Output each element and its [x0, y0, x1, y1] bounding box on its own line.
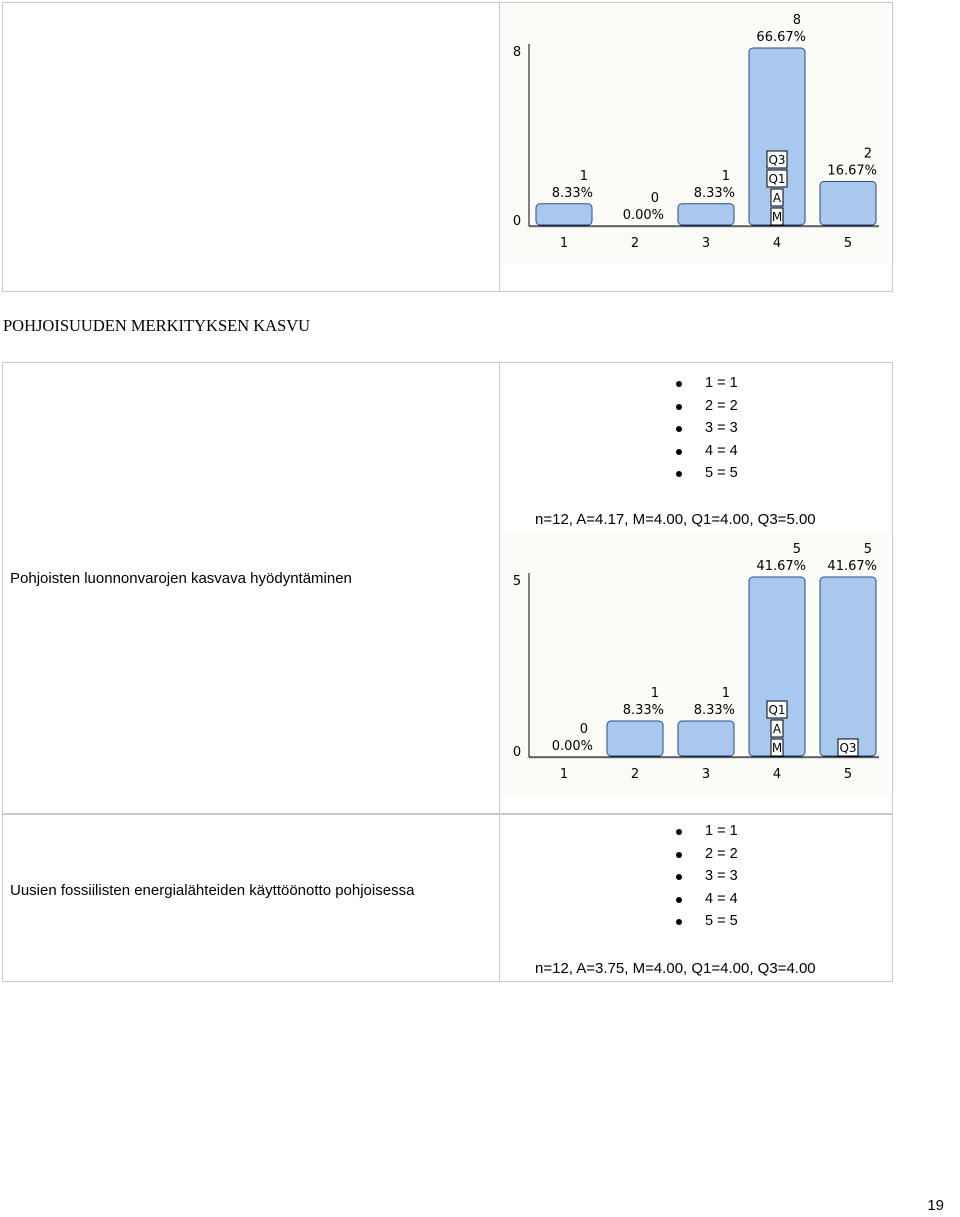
- scale-item: 1 = 1: [676, 372, 738, 395]
- stat-marker-label: Q3: [839, 741, 857, 755]
- scale-item: 3 = 3: [676, 417, 738, 440]
- answer-cell: [499, 363, 892, 813]
- scale-item: 4 = 4: [676, 440, 738, 463]
- scale-item: 3 = 3: [676, 865, 738, 888]
- stat-marker-label: M: [771, 210, 783, 224]
- answer-cell: [499, 815, 892, 981]
- scale-item: 1 = 1: [676, 820, 738, 843]
- x-tick-label: 4: [772, 767, 782, 782]
- chart-svg: [501, 533, 889, 795]
- bar-percent-label: 41.67%: [756, 559, 806, 574]
- bar-percent-label: 8.33%: [551, 185, 593, 201]
- question-label: Uusien fossiilisten energialähteiden käyttöönotto pohjoisessa: [10, 882, 415, 899]
- bar-chart-1: [501, 4, 889, 264]
- bar-chart-2: [501, 533, 889, 795]
- bar: [607, 721, 663, 756]
- bar-count-label: 2: [863, 146, 872, 162]
- bar-percent-label: 8.33%: [622, 703, 664, 718]
- stat-marker-label: A: [772, 191, 782, 205]
- question-cell: [3, 3, 500, 291]
- bar-percent-label: 0.00%: [622, 208, 664, 223]
- scale-item: 2 = 2: [676, 843, 738, 866]
- y-tick-label: 5: [512, 574, 522, 589]
- question-table-1: [2, 2, 893, 292]
- bar-percent-label: 41.67%: [827, 559, 877, 574]
- stat-marker-label: Q1: [768, 703, 786, 717]
- bar-count-label: 0: [650, 191, 659, 206]
- x-tick-label: 3: [701, 767, 711, 782]
- bar-count-label: 1: [721, 168, 730, 184]
- stat-marker-label: Q3: [768, 153, 786, 167]
- bar-count-label: 8: [792, 13, 801, 28]
- x-tick-label: 5: [843, 236, 853, 251]
- bar-percent-label: 8.33%: [693, 185, 735, 201]
- bar: [678, 721, 734, 756]
- bar: [678, 204, 734, 225]
- stat-marker-label: Q1: [768, 172, 786, 186]
- scale-legend: [676, 372, 738, 485]
- bar: [820, 577, 876, 756]
- section-title: POHJOISUUDEN MERKITYKSEN KASVU: [3, 316, 311, 335]
- scale-item: 4 = 4: [676, 888, 738, 911]
- x-tick-label: 1: [559, 767, 569, 782]
- scale-item: 2 = 2: [676, 395, 738, 418]
- bar: [536, 204, 592, 225]
- bar-count-label: 1: [579, 168, 588, 184]
- bar-count-label: 5: [863, 542, 872, 557]
- question-label: Pohjoisten luonnonvarojen kasvava hyödyntäminen: [10, 570, 352, 587]
- bar-count-label: 1: [650, 686, 659, 701]
- page-number: 19: [927, 1197, 944, 1214]
- bar: [820, 182, 876, 226]
- x-tick-label: 3: [701, 236, 711, 251]
- question-cell: [3, 815, 500, 981]
- chart-svg: [501, 4, 889, 264]
- bar-count-label: 1: [721, 686, 730, 701]
- stats-summary: n=12, A=3.75, M=4.00, Q1=4.00, Q3=4.00: [535, 960, 816, 977]
- question-cell: [3, 363, 500, 813]
- y-tick-label: 0: [512, 214, 522, 229]
- bar-percent-label: 8.33%: [693, 703, 735, 718]
- scale-legend: [676, 820, 738, 933]
- question-table-3: [2, 814, 893, 982]
- scale-item: 5 = 5: [676, 910, 738, 933]
- y-tick-label: 0: [512, 745, 522, 760]
- bar-percent-label: 0.00%: [551, 739, 593, 754]
- question-table-2: [2, 362, 893, 814]
- y-tick-label: 8: [512, 45, 522, 60]
- scale-item: 5 = 5: [676, 462, 738, 485]
- bar-count-label: 5: [792, 542, 801, 557]
- x-tick-label: 1: [559, 236, 569, 251]
- bar-percent-label: 66.67%: [756, 30, 806, 45]
- x-tick-label: 2: [630, 767, 640, 782]
- stat-marker-label: A: [772, 722, 782, 736]
- chart-cell: [499, 3, 892, 291]
- x-tick-label: 2: [630, 236, 640, 251]
- bar-percent-label: 16.67%: [827, 163, 877, 179]
- x-tick-label: 5: [843, 767, 853, 782]
- x-tick-label: 4: [772, 236, 782, 251]
- stat-marker-label: M: [771, 741, 783, 755]
- bar-count-label: 0: [579, 722, 588, 737]
- stats-summary: n=12, A=4.17, M=4.00, Q1=4.00, Q3=5.00: [535, 511, 816, 528]
